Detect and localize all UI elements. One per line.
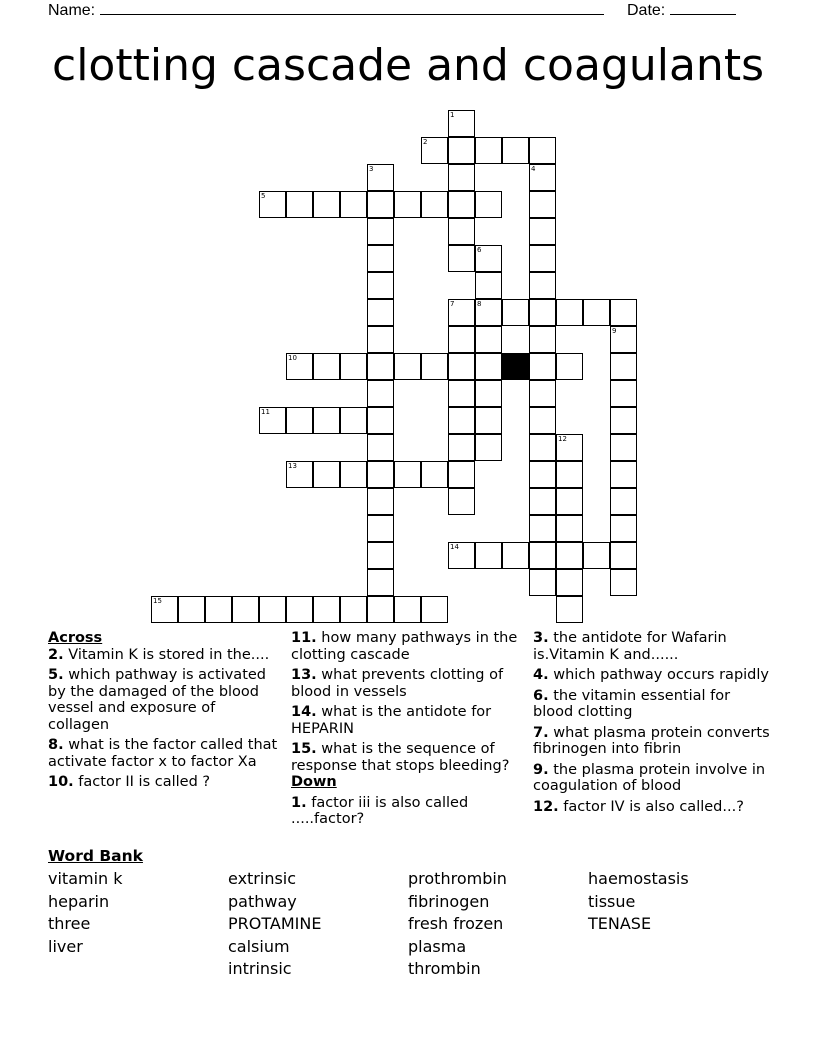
crossword-cell[interactable]	[556, 542, 583, 569]
clue-number: 10	[288, 354, 297, 362]
crossword-cell[interactable]	[367, 434, 394, 461]
clue-down-4: 4. which pathway occurs rapidly	[533, 667, 769, 683]
clue-down-6: 6. the vitamin essential for blood clotting	[533, 687, 731, 720]
word-bank-word: intrinsic	[228, 959, 292, 978]
crossword-cell[interactable]	[610, 515, 637, 542]
crossword-cell[interactable]	[610, 542, 637, 569]
crossword-cell[interactable]	[286, 407, 313, 434]
word-bank-heading: Word Bank	[48, 847, 143, 865]
crossword-cell[interactable]	[448, 245, 475, 272]
crossword-cell[interactable]	[583, 542, 610, 569]
crossword-cell[interactable]	[583, 299, 610, 326]
crossword-cell[interactable]	[448, 353, 475, 380]
name-label: Name:	[48, 2, 96, 19]
crossword-cell[interactable]	[178, 596, 205, 623]
crossword-cell[interactable]	[421, 353, 448, 380]
crossword-cell[interactable]	[556, 515, 583, 542]
crossword-cell[interactable]	[232, 596, 259, 623]
crossword-cell[interactable]	[367, 299, 394, 326]
clue-across-2: 2. Vitamin K is stored in the....	[48, 646, 270, 663]
crossword-cell[interactable]	[529, 218, 556, 245]
crossword-cell[interactable]	[367, 488, 394, 515]
clue-number: 7	[450, 300, 455, 308]
clue-down-7: 7. what plasma protein converts fibrinogen into fibrin	[533, 724, 770, 757]
crossword-cell[interactable]	[529, 488, 556, 515]
crossword-cell[interactable]	[313, 461, 340, 488]
crossword-cell[interactable]	[475, 380, 502, 407]
crossword-cell[interactable]	[610, 299, 637, 326]
clue-across-5: 5. which pathway is activated by the damaged of the blood vessel and exposure of collagen	[48, 667, 267, 733]
crossword-cell[interactable]	[367, 353, 394, 380]
clue-across-14: 14. what is the antidote for HEPARIN	[291, 704, 492, 737]
crossword-cell[interactable]	[529, 299, 556, 326]
down-heading: Down	[291, 774, 337, 790]
clue-across-8: 8. what is the factor called that activate factor x to factor Xa	[48, 737, 278, 770]
clue-across-10: 10. factor II is called ?	[48, 774, 211, 790]
crossword-cell[interactable]	[448, 218, 475, 245]
word-bank-column-3	[408, 868, 507, 981]
crossword-cell[interactable]	[448, 380, 475, 407]
clue-down-1: 1. factor iii is also called .....factor?	[291, 794, 469, 827]
crossword-cell[interactable]	[367, 461, 394, 488]
crossword-cell[interactable]	[448, 434, 475, 461]
crossword-cell[interactable]	[367, 272, 394, 299]
crossword-cell[interactable]	[421, 461, 448, 488]
crossword-cell[interactable]	[475, 137, 502, 164]
crossword-cell[interactable]	[313, 407, 340, 434]
clue-across-13: 13. what prevents clotting of blood in vessels	[291, 667, 504, 700]
clue-number: 6	[477, 246, 482, 254]
word-bank-word: fibrinogen	[408, 891, 490, 911]
crossword-cell[interactable]	[313, 191, 340, 218]
crossword-cell[interactable]	[529, 191, 556, 218]
crossword-cell[interactable]	[448, 164, 475, 191]
crossword-cell[interactable]	[340, 191, 367, 218]
crossword-cell[interactable]	[340, 353, 367, 380]
clue-number: 8	[477, 300, 482, 308]
crossword-cell[interactable]	[610, 461, 637, 488]
word-bank-word: thrombin	[408, 959, 481, 978]
word-bank-word: PROTAMINE	[228, 914, 322, 933]
crossword-cell[interactable]	[556, 596, 583, 623]
crossword-cell[interactable]	[448, 407, 475, 434]
word-bank-word: liver	[48, 936, 83, 956]
word-bank-column-1	[48, 868, 123, 958]
crossword-cell[interactable]	[394, 191, 421, 218]
blocked-cell	[502, 353, 529, 380]
crossword-cell[interactable]	[367, 542, 394, 569]
clue-number: 3	[369, 165, 374, 173]
clue-number: 12	[558, 435, 567, 443]
word-bank-word: tissue	[588, 891, 636, 911]
clue-number: 9	[612, 327, 617, 335]
crossword-cell[interactable]	[367, 407, 394, 434]
crossword-cell[interactable]	[259, 596, 286, 623]
clues-column-2	[291, 630, 521, 832]
clue-number: 1	[450, 111, 455, 119]
crossword-cell[interactable]	[610, 407, 637, 434]
crossword-cell[interactable]	[367, 245, 394, 272]
crossword-cell[interactable]	[529, 461, 556, 488]
crossword-cell[interactable]	[367, 191, 394, 218]
crossword-cell[interactable]	[529, 326, 556, 353]
crossword-cell[interactable]	[286, 191, 313, 218]
crossword-cell[interactable]	[610, 488, 637, 515]
crossword-cell[interactable]	[610, 434, 637, 461]
clue-number: 14	[450, 543, 459, 551]
word-bank-word: vitamin k	[48, 869, 123, 888]
crossword-cell[interactable]	[475, 191, 502, 218]
word-bank-column-2	[228, 868, 321, 981]
crossword-cell[interactable]	[610, 380, 637, 407]
clue-down-3: 3. the antidote for Wafarin is.Vitamin K and......	[533, 630, 727, 663]
crossword-cell[interactable]	[448, 461, 475, 488]
crossword-cell[interactable]	[340, 407, 367, 434]
crossword-cell[interactable]	[556, 353, 583, 380]
crossword-cell[interactable]	[502, 137, 529, 164]
crossword-cell[interactable]	[313, 353, 340, 380]
clues-column-3	[533, 630, 773, 819]
date-label: Date:	[627, 2, 666, 19]
crossword-cell[interactable]	[502, 299, 529, 326]
crossword-cell[interactable]	[475, 434, 502, 461]
clue-number: 13	[288, 462, 297, 470]
crossword-cell[interactable]	[502, 542, 529, 569]
clue-down-9: 9. the plasma protein involve in coagulation of blood	[533, 761, 766, 794]
crossword-cell[interactable]	[313, 596, 340, 623]
page-title: clotting cascade and coagulants	[52, 40, 764, 91]
crossword-cell[interactable]	[286, 596, 313, 623]
crossword-cell[interactable]	[394, 596, 421, 623]
crossword-cell[interactable]	[529, 137, 556, 164]
crossword-cell[interactable]	[367, 515, 394, 542]
across-heading: Across	[48, 630, 103, 646]
crossword-cell[interactable]	[610, 353, 637, 380]
clue-across-15: 15. what is the sequence of response that stops bleeding?	[291, 741, 510, 774]
word-bank-word: heparin	[48, 891, 110, 911]
crossword-cell[interactable]	[448, 137, 475, 164]
word-bank	[48, 846, 689, 978]
crossword-cell[interactable]	[340, 461, 367, 488]
word-bank-word: extrinsic pathway	[228, 869, 297, 911]
clue-across-11: 11. how many pathways in the clotting cascade	[291, 630, 518, 663]
crossword-cell[interactable]	[367, 218, 394, 245]
word-bank-word: haemostasis	[588, 869, 689, 888]
clue-down-12: 12. factor IV is also called...?	[533, 798, 744, 815]
crossword-cell[interactable]	[421, 596, 448, 623]
word-bank-column-4	[588, 868, 689, 936]
word-bank-word: TENASE	[588, 914, 652, 933]
crossword-cell[interactable]	[556, 488, 583, 515]
crossword-cell[interactable]	[556, 461, 583, 488]
clue-number: 15	[153, 597, 162, 605]
clue-number: 5	[261, 192, 266, 200]
crossword-cell[interactable]	[367, 380, 394, 407]
crossword-cell[interactable]	[529, 407, 556, 434]
crossword-cell[interactable]	[475, 407, 502, 434]
crossword-cell[interactable]	[529, 272, 556, 299]
clue-number: 2	[423, 138, 428, 146]
crossword-cell[interactable]	[448, 488, 475, 515]
crossword-cell[interactable]	[529, 245, 556, 272]
crossword-cell[interactable]	[367, 326, 394, 353]
crossword-cell[interactable]	[475, 326, 502, 353]
clues-column-1	[48, 630, 280, 795]
crossword-cell[interactable]	[610, 569, 637, 596]
crossword-cell[interactable]	[529, 569, 556, 596]
crossword-cell[interactable]	[556, 569, 583, 596]
word-bank-word: calsium	[228, 936, 290, 956]
crossword-cell[interactable]	[529, 515, 556, 542]
crossword-cell[interactable]	[205, 596, 232, 623]
crossword-cell[interactable]	[448, 326, 475, 353]
crossword-cell[interactable]	[421, 191, 448, 218]
crossword-cell[interactable]	[475, 272, 502, 299]
crossword-cell[interactable]	[394, 353, 421, 380]
crossword-cell[interactable]	[367, 569, 394, 596]
crossword-cell[interactable]	[529, 380, 556, 407]
crossword-cell[interactable]	[367, 596, 394, 623]
word-bank-word: fresh frozen plasma	[408, 914, 504, 956]
crossword-cell[interactable]	[340, 596, 367, 623]
crossword-cell[interactable]	[529, 353, 556, 380]
crossword-cell[interactable]	[475, 353, 502, 380]
crossword-cell[interactable]	[529, 542, 556, 569]
crossword-cell[interactable]	[475, 542, 502, 569]
crossword-cell[interactable]	[529, 434, 556, 461]
crossword-cell[interactable]	[556, 299, 583, 326]
crossword-cell[interactable]	[394, 461, 421, 488]
clue-number: 4	[531, 165, 536, 173]
crossword-cell[interactable]	[448, 191, 475, 218]
clue-number: 11	[261, 408, 270, 416]
word-bank-word: prothrombin	[408, 869, 507, 888]
word-bank-word: three	[48, 914, 91, 933]
